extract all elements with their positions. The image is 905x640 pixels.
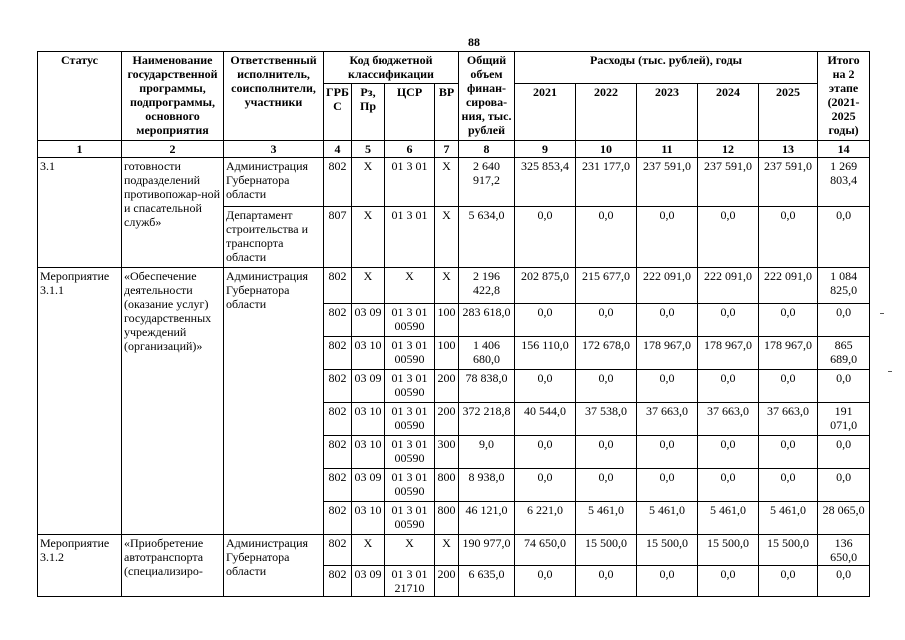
year-2021-cell: 325 853,4 — [515, 158, 576, 207]
csr-cell: 01 3 01 — [385, 207, 435, 268]
csr-cell: 01 3 01 21710 — [385, 566, 435, 597]
total-cell: 2 196 422,8 — [459, 268, 515, 304]
year-2022-cell: 37 538,0 — [576, 403, 637, 436]
year-2024-cell: 0,0 — [698, 207, 759, 268]
col-number: 7 — [435, 141, 459, 158]
year-2022-cell: 0,0 — [576, 469, 637, 502]
year-2025-cell: 15 500,0 — [759, 535, 818, 566]
year-2021-cell: 0,0 — [515, 469, 576, 502]
grbs-cell: 802 — [324, 436, 352, 469]
year-2024-cell: 222 091,0 — [698, 268, 759, 304]
grbs-cell: 802 — [324, 403, 352, 436]
col-number: 5 — [352, 141, 385, 158]
year-2021-cell: 40 544,0 — [515, 403, 576, 436]
rzpr-cell: 03 10 — [352, 337, 385, 370]
rzpr-cell: 03 09 — [352, 566, 385, 597]
vr-cell: 100 — [435, 304, 459, 337]
header-grbs: ГРБС — [324, 84, 352, 141]
header-rzpr: Рз, Пр — [352, 84, 385, 141]
year-2025-cell: 5 461,0 — [759, 502, 818, 535]
status-cell: Мероприятие 3.1.2 — [38, 535, 122, 597]
year-2021-cell: 0,0 — [515, 370, 576, 403]
year-2022-cell: 15 500,0 — [576, 535, 637, 566]
csr-cell: 01 3 01 00590 — [385, 436, 435, 469]
year-2024-cell: 0,0 — [698, 566, 759, 597]
year-2023-cell: 178 967,0 — [637, 337, 698, 370]
grbs-cell: 802 — [324, 535, 352, 566]
year-2023-cell: 0,0 — [637, 469, 698, 502]
itogo-cell: 0,0 — [818, 469, 870, 502]
col-number: 8 — [459, 141, 515, 158]
year-2022-cell: 5 461,0 — [576, 502, 637, 535]
header-year-2024: 2024 — [698, 84, 759, 141]
year-2024-cell: 237 591,0 — [698, 158, 759, 207]
total-cell: 190 977,0 — [459, 535, 515, 566]
csr-cell: Х — [385, 268, 435, 304]
column-numbers-row — [38, 141, 870, 158]
itogo-cell: 1 269 803,4 — [818, 158, 870, 207]
header-itogo: Итого на 2 этапе (2021-2025 годы) — [818, 52, 870, 141]
rzpr-cell: 03 09 — [352, 370, 385, 403]
year-2022-cell: 0,0 — [576, 207, 637, 268]
col-number: 1 — [38, 141, 122, 158]
rzpr-cell: Х — [352, 535, 385, 566]
year-2021-cell: 0,0 — [515, 436, 576, 469]
vr-cell: Х — [435, 535, 459, 566]
grbs-cell: 802 — [324, 566, 352, 597]
header-year-2021: 2021 — [515, 84, 576, 141]
header-expenses: Расходы (тыс. рублей), годы — [515, 52, 818, 84]
year-2024-cell: 5 461,0 — [698, 502, 759, 535]
year-2025-cell: 0,0 — [759, 566, 818, 597]
year-2025-cell: 0,0 — [759, 207, 818, 268]
col-number: 10 — [576, 141, 637, 158]
year-2023-cell: 237 591,0 — [637, 158, 698, 207]
year-2023-cell: 0,0 — [637, 436, 698, 469]
name-cell: готовности подразделений противопожар-ной и спасательной служб» — [122, 158, 224, 268]
header-year-2023: 2023 — [637, 84, 698, 141]
grbs-cell: 802 — [324, 337, 352, 370]
rzpr-cell: 03 09 — [352, 469, 385, 502]
vr-cell: Х — [435, 268, 459, 304]
total-cell: 372 218,8 — [459, 403, 515, 436]
scan-mark — [880, 313, 884, 314]
itogo-cell: 0,0 — [818, 436, 870, 469]
vr-cell: 300 — [435, 436, 459, 469]
year-2021-cell: 0,0 — [515, 566, 576, 597]
itogo-cell: 0,0 — [818, 566, 870, 597]
rzpr-cell: 03 09 — [352, 304, 385, 337]
year-2022-cell: 0,0 — [576, 304, 637, 337]
total-cell: 283 618,0 — [459, 304, 515, 337]
rzpr-cell: Х — [352, 207, 385, 268]
year-2025-cell: 0,0 — [759, 469, 818, 502]
grbs-cell: 807 — [324, 207, 352, 268]
year-2021-cell: 0,0 — [515, 207, 576, 268]
vr-cell: 100 — [435, 337, 459, 370]
total-cell: 9,0 — [459, 436, 515, 469]
year-2025-cell: 0,0 — [759, 370, 818, 403]
year-2022-cell: 215 677,0 — [576, 268, 637, 304]
grbs-cell: 802 — [324, 304, 352, 337]
responsible-cell: Администрация Губернатора области — [224, 158, 324, 207]
header-year-2025: 2025 — [759, 84, 818, 141]
year-2025-cell: 0,0 — [759, 436, 818, 469]
page-number: 88 — [468, 35, 480, 49]
vr-cell: 800 — [435, 469, 459, 502]
itogo-cell: 1 084 825,0 — [818, 268, 870, 304]
itogo-cell: 136 650,0 — [818, 535, 870, 566]
col-number: 13 — [759, 141, 818, 158]
vr-cell: Х — [435, 207, 459, 268]
header-name: Наименование государственной программы, подпрограммы, основного мероприятия — [122, 52, 224, 141]
year-2023-cell: 222 091,0 — [637, 268, 698, 304]
csr-cell: 01 3 01 00590 — [385, 403, 435, 436]
name-cell: «Обеспечение деятельности (оказание услуг) государственных учреждений (организаций)» — [122, 268, 224, 535]
itogo-cell: 28 065,0 — [818, 502, 870, 535]
year-2024-cell: 178 967,0 — [698, 337, 759, 370]
grbs-cell: 802 — [324, 370, 352, 403]
table-row — [38, 535, 870, 566]
csr-cell: 01 3 01 00590 — [385, 304, 435, 337]
year-2022-cell: 0,0 — [576, 370, 637, 403]
itogo-cell: 0,0 — [818, 207, 870, 268]
year-2025-cell: 178 967,0 — [759, 337, 818, 370]
header-responsible: Ответственный исполнитель, соисполнители, участники — [224, 52, 324, 141]
year-2023-cell: 15 500,0 — [637, 535, 698, 566]
col-number: 9 — [515, 141, 576, 158]
itogo-cell: 0,0 — [818, 370, 870, 403]
col-number: 2 — [122, 141, 224, 158]
rzpr-cell: Х — [352, 268, 385, 304]
year-2023-cell: 37 663,0 — [637, 403, 698, 436]
table-row — [38, 268, 870, 304]
total-cell: 6 635,0 — [459, 566, 515, 597]
csr-cell: 01 3 01 00590 — [385, 469, 435, 502]
year-2021-cell: 6 221,0 — [515, 502, 576, 535]
rzpr-cell: 03 10 — [352, 403, 385, 436]
year-2025-cell: 222 091,0 — [759, 268, 818, 304]
year-2025-cell: 237 591,0 — [759, 158, 818, 207]
year-2024-cell: 0,0 — [698, 304, 759, 337]
year-2023-cell: 5 461,0 — [637, 502, 698, 535]
year-2023-cell: 0,0 — [637, 207, 698, 268]
year-2021-cell: 74 650,0 — [515, 535, 576, 566]
col-number: 11 — [637, 141, 698, 158]
year-2024-cell: 0,0 — [698, 370, 759, 403]
rzpr-cell: Х — [352, 158, 385, 207]
vr-cell: 200 — [435, 566, 459, 597]
grbs-cell: 802 — [324, 268, 352, 304]
itogo-cell: 865 689,0 — [818, 337, 870, 370]
total-cell: 2 640 917,2 — [459, 158, 515, 207]
year-2025-cell: 37 663,0 — [759, 403, 818, 436]
year-2021-cell: 0,0 — [515, 304, 576, 337]
header-budget-code: Код бюджетной классификации — [324, 52, 459, 84]
responsible-cell: Администрация Губернатора области — [224, 535, 324, 597]
year-2021-cell: 202 875,0 — [515, 268, 576, 304]
csr-cell: 01 3 01 00590 — [385, 337, 435, 370]
table-row — [38, 158, 870, 207]
grbs-cell: 802 — [324, 469, 352, 502]
col-number: 14 — [818, 141, 870, 158]
vr-cell: 200 — [435, 370, 459, 403]
itogo-cell: 0,0 — [818, 304, 870, 337]
year-2023-cell: 0,0 — [637, 304, 698, 337]
csr-cell: 01 3 01 — [385, 158, 435, 207]
col-number: 6 — [385, 141, 435, 158]
year-2024-cell: 0,0 — [698, 469, 759, 502]
year-2021-cell: 156 110,0 — [515, 337, 576, 370]
year-2022-cell: 172 678,0 — [576, 337, 637, 370]
col-number: 3 — [224, 141, 324, 158]
header-vr: ВР — [435, 84, 459, 141]
header-total-volume: Общий объем финан-сирова-ния, тыс. рублей — [459, 52, 515, 141]
rzpr-cell: 03 10 — [352, 502, 385, 535]
total-cell: 8 938,0 — [459, 469, 515, 502]
total-cell: 78 838,0 — [459, 370, 515, 403]
year-2025-cell: 0,0 — [759, 304, 818, 337]
vr-cell: 800 — [435, 502, 459, 535]
year-2024-cell: 0,0 — [698, 436, 759, 469]
status-cell: 3.1 — [38, 158, 122, 268]
year-2023-cell: 0,0 — [637, 566, 698, 597]
responsible-cell: Департамент строительства и транспорта области — [224, 207, 324, 268]
year-2024-cell: 15 500,0 — [698, 535, 759, 566]
csr-cell: 01 3 01 00590 — [385, 502, 435, 535]
year-2022-cell: 0,0 — [576, 566, 637, 597]
total-cell: 1 406 680,0 — [459, 337, 515, 370]
csr-cell: Х — [385, 535, 435, 566]
rzpr-cell: 03 10 — [352, 436, 385, 469]
vr-cell: Х — [435, 158, 459, 207]
itogo-cell: 191 071,0 — [818, 403, 870, 436]
year-2024-cell: 37 663,0 — [698, 403, 759, 436]
col-number: 12 — [698, 141, 759, 158]
header-year-2022: 2022 — [576, 84, 637, 141]
total-cell: 46 121,0 — [459, 502, 515, 535]
status-cell: Мероприятие 3.1.1 — [38, 268, 122, 535]
header-csr: ЦСР — [385, 84, 435, 141]
scan-mark — [888, 371, 892, 372]
grbs-cell: 802 — [324, 158, 352, 207]
budget-table — [37, 51, 870, 597]
csr-cell: 01 3 01 00590 — [385, 370, 435, 403]
header-status: Статус — [38, 52, 122, 141]
vr-cell: 200 — [435, 403, 459, 436]
grbs-cell: 802 — [324, 502, 352, 535]
name-cell: «Приобретение автотранспорта (специализиро- — [122, 535, 224, 597]
year-2022-cell: 0,0 — [576, 436, 637, 469]
total-cell: 5 634,0 — [459, 207, 515, 268]
year-2023-cell: 0,0 — [637, 370, 698, 403]
responsible-cell: Администрация Губернатора области — [224, 268, 324, 535]
year-2022-cell: 231 177,0 — [576, 158, 637, 207]
col-number: 4 — [324, 141, 352, 158]
